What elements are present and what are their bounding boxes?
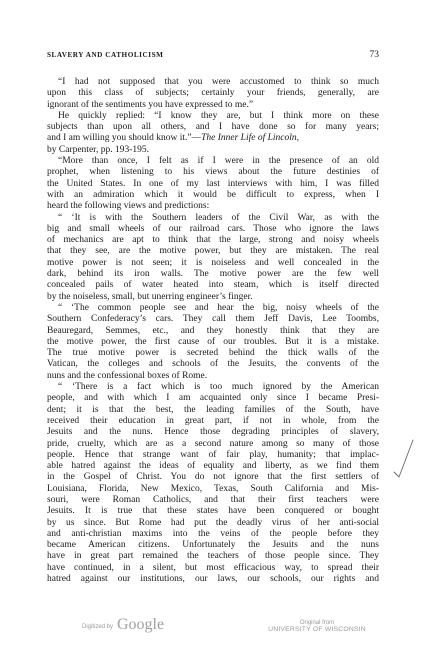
text-line: pride, cruelty, which are as a second nature among so many of those bbox=[47, 438, 379, 449]
text-line: that they see, are the motive power, but they are mistaken. The real bbox=[47, 246, 379, 257]
text-line: prophet, when listening to his views about the future destinies of bbox=[47, 167, 379, 178]
text-line: Vatican, the colleges and schools of the Jesuits, the convents of the bbox=[47, 359, 379, 370]
text-line: Beauregard, Semmes, etc., and they honestly think that they are bbox=[47, 325, 379, 336]
text-line: have in great part remained the teachers of those people since. They bbox=[47, 551, 379, 562]
text-line: people, and with which I am acquainted only since I became Presi- bbox=[47, 393, 379, 404]
original-source-watermark bbox=[252, 620, 382, 642]
pencil-check-mark-icon bbox=[392, 438, 414, 478]
text-line: concealed pails of water heated into steam, which is itself directed bbox=[47, 280, 379, 291]
text-line: “I had not supposed that you were accustomed to think so much bbox=[58, 77, 379, 87]
quote-end: and I am willing you should know it.”— bbox=[47, 133, 202, 144]
text-line: people. Hence that strange want of fair play, humanity; that implac- bbox=[47, 449, 379, 460]
text-line: have continued, in a silent, but most efficacious way, to spread their bbox=[47, 562, 379, 573]
text-line: hatred against our institutions, our laws, our schools, our rights and bbox=[47, 574, 379, 585]
page-number: 73 bbox=[369, 50, 379, 60]
text-line: souri, were Roman Catholics, and that their first teachers were bbox=[47, 494, 379, 505]
institution-label: UNIVERSITY OF WISCONSIN bbox=[268, 626, 366, 633]
text-line: of mechanics are apt to think that the large, strong and noisy wheels bbox=[47, 235, 379, 246]
text-line: received their education in great part, if not in whole, from the bbox=[47, 415, 379, 426]
text-line: Southern Confederacy’s cars. They call them Jeff Davis, Lee Toombs, bbox=[47, 314, 379, 325]
text-line: by us since. But Rome had put the deadly virus of her anti-social bbox=[47, 517, 379, 528]
text-line bbox=[47, 133, 379, 144]
text-line: in the Gospel of Christ. You do not ignore that the first settlers of bbox=[47, 472, 379, 483]
running-title: SLAVERY AND CATHOLICISM bbox=[47, 51, 164, 59]
text-line: “ ‘There is a fact which is too much ignored by the American bbox=[58, 382, 379, 393]
text-line: Jesuits and the nuns. Hence those degrading principles of slavery, bbox=[47, 427, 379, 438]
text-line: the motive power, the first cause of our troubles. But it is a mistake. bbox=[47, 336, 379, 347]
text-line: He quickly replied: “I know they are, but I think more on these bbox=[58, 110, 379, 121]
text-line: dark, behind its iron walls. The motive power are the few well bbox=[47, 269, 379, 280]
text-line: Louisiana, Florida, New Mexico, Texas, South California and Mis- bbox=[47, 483, 379, 494]
text-line: upon this class of subjects; certainly your friends, generally, are bbox=[47, 88, 379, 99]
text-line: by the noiseless, small, but unerring engineer’s finger. bbox=[47, 291, 253, 302]
text-line: “More than once, I felt as if I were in the presence of an old bbox=[58, 156, 379, 167]
original-from-label: Original from bbox=[299, 620, 335, 626]
text-line: by Carpenter, pp. 193-195. bbox=[47, 144, 149, 155]
text-line: dent; it is that the best, the leading families of the South, have bbox=[47, 404, 379, 415]
text-line: nuns and the confessional boxes of Rome. bbox=[47, 370, 208, 381]
citation-title: The Inner Life of Lincoln, bbox=[201, 133, 300, 144]
text-line: became American citizens. Unfortunately the Jesuits and the nuns bbox=[47, 540, 379, 551]
text-line: subjects than upon all others, and I have done so for many years; bbox=[47, 122, 379, 133]
text-line: with an admiration which it would be difficult to express, when I bbox=[47, 189, 379, 200]
text-line: motive power is not seen; it is noiseless and well concealed in the bbox=[47, 257, 379, 268]
google-digitized-watermark bbox=[82, 616, 172, 638]
text-line: able hatred against the ideas of equality and liberty, as we find them bbox=[47, 461, 379, 472]
text-line: and anti-christian maxims into the veins of the people before they bbox=[47, 528, 379, 539]
text-line: “ ‘It is with the Southern leaders of the Civil War, as with the bbox=[58, 212, 379, 223]
text-line: big and small wheels of our railroad cars. Those who ignore the laws bbox=[47, 223, 379, 234]
digitized-by-label: Digitized by bbox=[82, 624, 114, 630]
text-line: “ ‘The common people see and hear the big, noisy wheels of the bbox=[58, 302, 379, 313]
text-line: heard the following views and predictions: bbox=[47, 201, 210, 212]
text-line: Jesuits. It is true that these states have been conquered or bought bbox=[47, 506, 379, 517]
text-line: the United States. In one of my last interviews with him, I was filled bbox=[47, 178, 379, 189]
text-line: ignorant of the sentiments you have expressed to me.” bbox=[47, 99, 254, 110]
google-logo: Google bbox=[117, 616, 165, 633]
body-text bbox=[47, 77, 379, 585]
text-line: The true motive power is secreted behind the thick walls of the bbox=[47, 348, 379, 359]
running-head bbox=[47, 51, 379, 63]
